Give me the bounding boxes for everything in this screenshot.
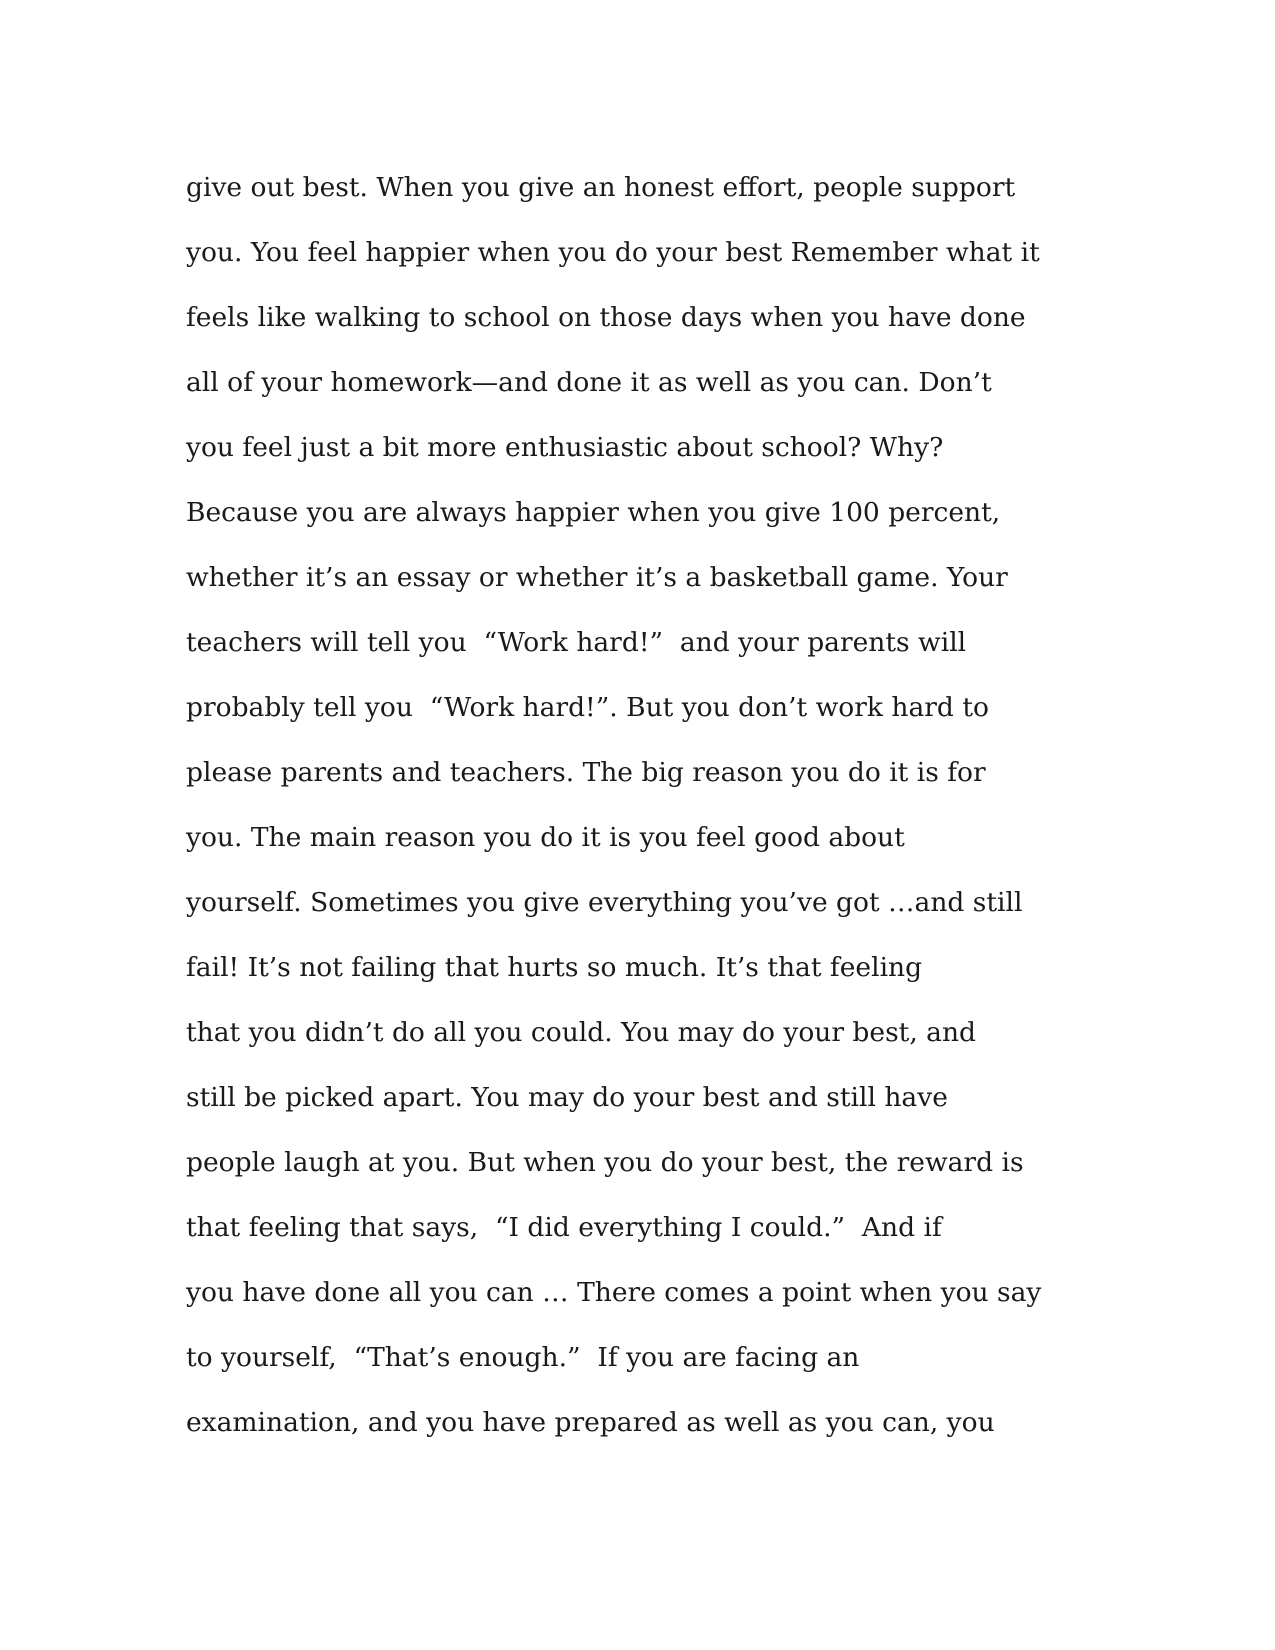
text-line: teachers will tell you “Work hard!” and your parents will: [186, 627, 967, 658]
text-line: Because you are always happier when you give 100 percent,: [186, 497, 1001, 528]
text-line: that feeling that says, “I did everything I could.” And if: [186, 1212, 942, 1243]
text-line: probably tell you “Work hard!”. But you don’t work hard to: [186, 692, 989, 723]
text-line: all of your homework—and done it as well as you can. Don’t: [186, 367, 992, 398]
text-line: you have done all you can … There comes a point when you say: [186, 1277, 1042, 1308]
text-line: to yourself, “That’s enough.” If you are facing an: [186, 1342, 860, 1373]
text-line: you. You feel happier when you do your best Remember what it: [186, 237, 1040, 268]
text-line: yourself. Sometimes you give everything you’ve got …and still: [186, 887, 1023, 918]
text-line: feels like walking to school on those days when you have done: [186, 302, 1026, 333]
text-line: people laugh at you. But when you do your best, the reward is: [186, 1147, 1024, 1178]
text-line: you feel just a bit more enthusiastic about school? Why?: [186, 432, 944, 463]
text-line: give out best. When you give an honest effort, people support: [186, 172, 1016, 203]
body-text: [186, 170, 1086, 1470]
text-line: examination, and you have prepared as well as you can, you: [186, 1407, 995, 1438]
text-line: that you didn’t do all you could. You may do your best, and: [186, 1017, 977, 1048]
text-line: whether it’s an essay or whether it’s a basketball game. Your: [186, 562, 1008, 593]
text-line: please parents and teachers. The big reason you do it is for: [186, 757, 986, 788]
text-line: still be picked apart. You may do your best and still have: [186, 1082, 948, 1113]
text-line: fail! It’s not failing that hurts so much. It’s that feeling: [186, 952, 923, 983]
text-line: you. The main reason you do it is you feel good about: [186, 822, 905, 853]
